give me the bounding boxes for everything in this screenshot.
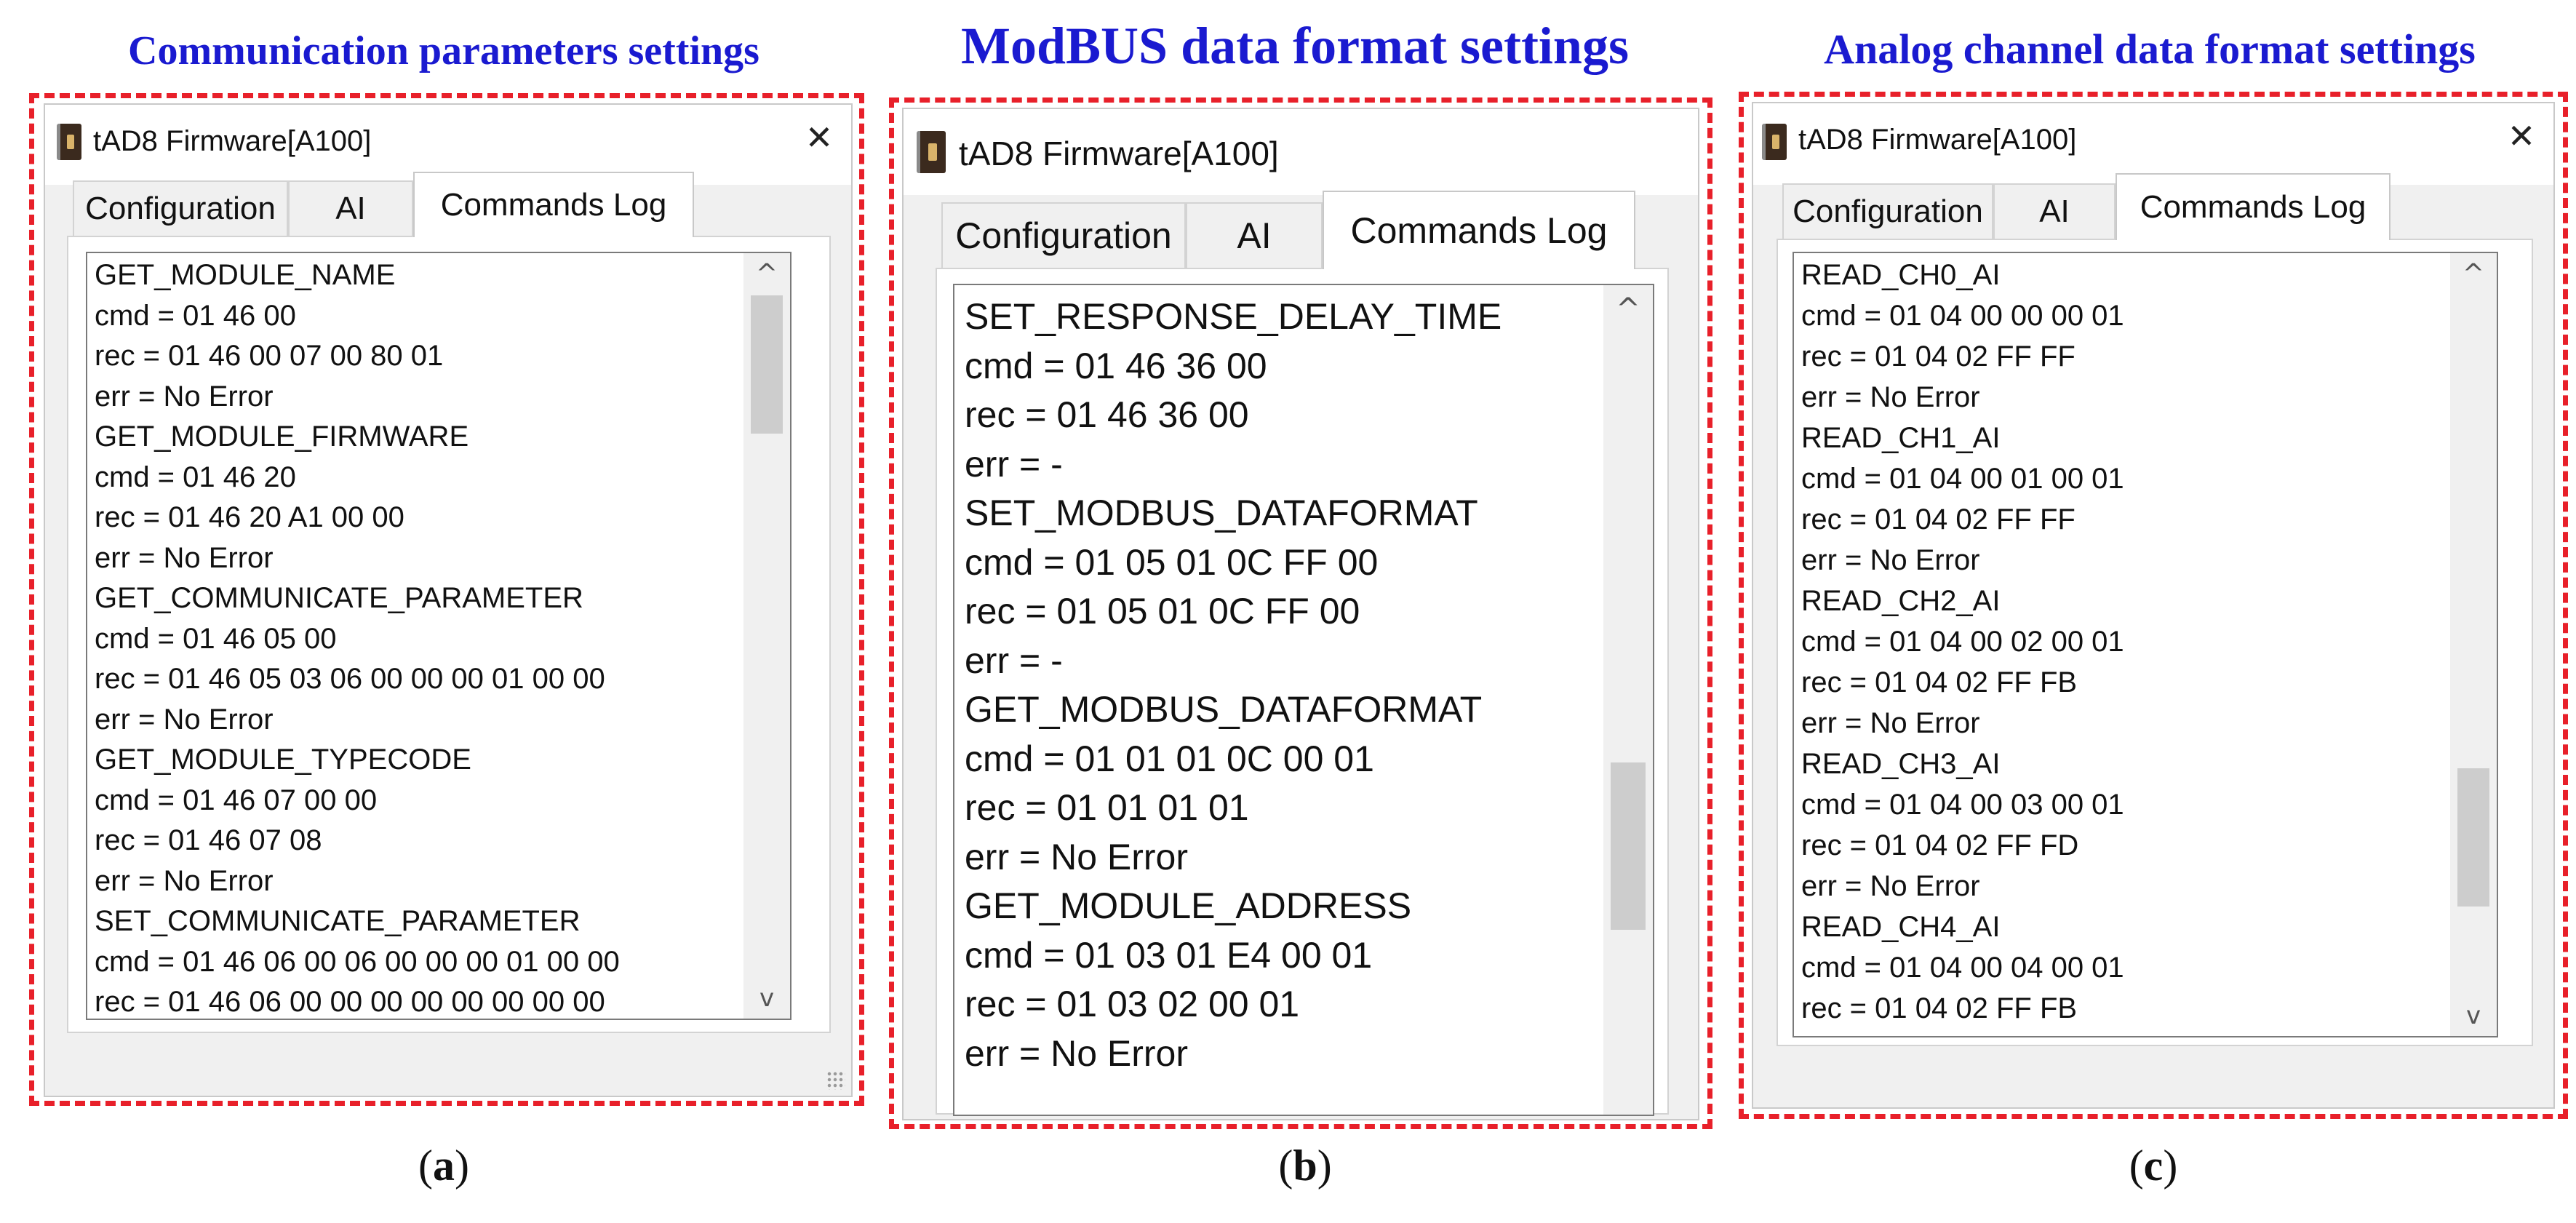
tab-ai[interactable]: AI — [1186, 202, 1323, 268]
tab-commands-log[interactable]: Commands Log — [1323, 191, 1635, 269]
log-line: cmd = 01 04 00 00 00 01 — [1801, 300, 2124, 332]
log-line: cmd = 01 05 01 0C FF 00 — [965, 541, 1379, 583]
tab-page-commands-log — [67, 236, 831, 1033]
log-line: rec = 01 04 02 FF FD — [1801, 829, 2079, 861]
log-line: rec = 01 46 36 00 — [965, 394, 1249, 435]
resize-grip-icon[interactable] — [826, 1071, 845, 1090]
log-line: READ_CH1_AI — [1801, 422, 2001, 454]
log-line: rec = 01 46 00 07 00 80 01 — [95, 340, 444, 372]
log-line: rec = 01 46 06 00 00 00 00 00 00 00 00 — [95, 986, 605, 1018]
panel-c-window[interactable] — [1752, 102, 2555, 1109]
log-line: err = No Error — [95, 541, 274, 574]
log-line: err = No Error — [95, 703, 274, 736]
log-line: rec = 01 04 02 FF FF — [1801, 503, 2075, 535]
tab-configuration[interactable]: Configuration — [941, 202, 1186, 268]
log-line: cmd = 01 46 00 — [95, 299, 296, 332]
commands-log-list[interactable] — [1793, 252, 2498, 1037]
app-icon — [917, 131, 946, 173]
window-title: tAD8 Firmware[A100] — [93, 125, 372, 157]
tab-configuration[interactable]: Configuration — [1782, 183, 1993, 239]
log-line: rec = 01 46 20 A1 00 00 — [95, 501, 404, 533]
log-line: GET_MODBUS_DATAFORMAT — [965, 689, 1483, 730]
log-line: cmd = 01 01 01 0C 00 01 — [965, 738, 1374, 779]
panel-c-caption: (c) — [2129, 1142, 2178, 1190]
tab-configuration[interactable]: Configuration — [73, 180, 288, 236]
tab-ai[interactable]: AI — [1993, 183, 2116, 239]
scroll-down-icon[interactable]: v — [759, 984, 775, 1013]
log-line: GET_MODULE_NAME — [95, 259, 396, 291]
panel-a-window[interactable] — [44, 103, 853, 1097]
scrollbar[interactable] — [2450, 253, 2497, 1036]
log-line: rec = 01 04 02 FF FB — [1801, 992, 2078, 1024]
window-title: tAD8 Firmware[A100] — [1798, 124, 2077, 156]
log-line: err = No Error — [1801, 544, 1980, 576]
tab-page-commands-log — [1777, 239, 2533, 1046]
log-line: cmd = 01 46 07 00 00 — [95, 784, 378, 816]
log-line: SET_COMMUNICATE_PARAMETER — [95, 905, 581, 937]
log-line: GET_MODULE_FIRMWARE — [95, 421, 469, 453]
panel-b-window[interactable] — [902, 108, 1699, 1120]
log-line: err = No Error — [95, 864, 274, 897]
scroll-up-icon[interactable]: ^ — [1616, 292, 1640, 326]
tab-page-commands-log — [936, 268, 1669, 1115]
log-line: rec = 01 04 02 FF FF — [1801, 340, 2075, 373]
log-line: GET_COMMUNICATE_PARAMETER — [95, 582, 583, 614]
panel-c-heading: Analog channel data format settings — [1824, 25, 2476, 73]
app-icon — [1762, 124, 1787, 160]
log-line: err = No Error — [95, 380, 274, 413]
log-line: cmd = 01 03 01 E4 00 01 — [965, 934, 1373, 976]
panel-a-heading: Communication parameters settings — [128, 28, 759, 73]
log-line: GET_MODULE_ADDRESS — [965, 885, 1412, 926]
log-line: rec = 01 03 02 00 01 — [965, 984, 1300, 1024]
titlebar[interactable] — [904, 109, 1698, 195]
log-line: READ_CH4_AI — [1801, 911, 2001, 943]
tab-commands-log[interactable]: Commands Log — [413, 172, 694, 237]
commands-log-list[interactable] — [953, 284, 1654, 1116]
log-line: cmd = 01 04 00 02 00 01 — [1801, 626, 2124, 658]
app-icon — [57, 124, 81, 160]
log-line: rec = 01 46 05 03 06 00 00 00 01 00 00 — [95, 663, 605, 695]
log-line: cmd = 01 04 00 03 00 01 — [1801, 789, 2124, 821]
log-line: err = No Error — [1801, 707, 1980, 739]
scroll-thumb[interactable] — [751, 295, 783, 434]
log-line: READ_CH2_AI — [1801, 585, 2001, 617]
panel-a-caption: (a) — [418, 1142, 469, 1190]
scroll-down-icon[interactable]: v — [2465, 1001, 2481, 1030]
log-line: READ_CH3_AI — [1801, 748, 2001, 780]
log-line: rec = 01 05 01 0C FF 00 — [965, 591, 1360, 632]
log-line: err = No Error — [1801, 381, 1980, 413]
commands-log-list[interactable] — [86, 252, 791, 1020]
tab-ai[interactable]: AI — [288, 180, 413, 236]
log-line: cmd = 01 46 36 00 — [965, 345, 1267, 386]
log-line: rec = 01 04 02 FF FB — [1801, 666, 2078, 698]
log-line: cmd = 01 46 20 — [95, 461, 296, 493]
log-line: READ_CH0_AI — [1801, 259, 2001, 291]
panel-b-caption: (b) — [1278, 1142, 1332, 1190]
scrollbar[interactable] — [743, 253, 790, 1019]
log-line: err = No Error — [1801, 870, 1980, 902]
log-line: SET_RESPONSE_DELAY_TIME — [965, 296, 1502, 337]
log-line: SET_MODBUS_DATAFORMAT — [965, 493, 1478, 533]
log-line: rec = 01 01 01 01 — [965, 787, 1249, 828]
scroll-thumb[interactable] — [1611, 762, 1646, 930]
log-line: err = - — [965, 443, 1063, 485]
log-line: cmd = 01 46 06 00 06 00 00 00 01 00 00 — [95, 945, 620, 978]
scrollbar[interactable] — [1603, 285, 1653, 1115]
log-line: err = No Error — [965, 1032, 1189, 1074]
log-line: cmd = 01 46 05 00 — [95, 622, 337, 655]
scroll-up-icon[interactable]: ^ — [755, 259, 778, 289]
window-title: tAD8 Firmware[A100] — [959, 135, 1279, 172]
log-line: err = - — [965, 640, 1063, 681]
log-line: GET_MODULE_TYPECODE — [95, 744, 471, 776]
log-line: err = No Error — [965, 836, 1189, 877]
log-line: cmd = 01 04 00 01 00 01 — [1801, 463, 2124, 495]
tab-commands-log[interactable]: Commands Log — [2116, 173, 2390, 240]
scroll-up-icon[interactable]: ^ — [2462, 259, 2485, 289]
panel-b-heading: ModBUS data format settings — [961, 17, 1629, 75]
log-line: rec = 01 46 07 08 — [95, 824, 322, 856]
close-icon[interactable]: ✕ — [805, 118, 834, 157]
log-line: cmd = 01 04 00 04 00 01 — [1801, 952, 2124, 984]
close-icon[interactable]: ✕ — [2507, 116, 2536, 156]
scroll-thumb[interactable] — [2457, 768, 2490, 907]
